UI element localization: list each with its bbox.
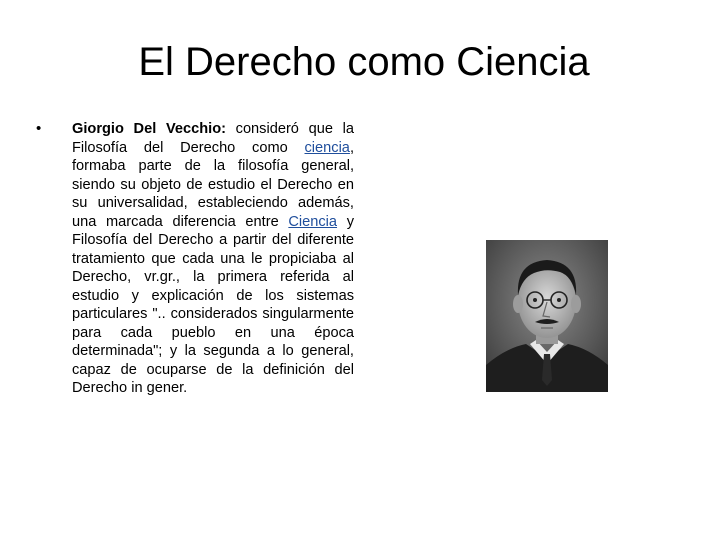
link-ciencia-upper[interactable]: Ciencia xyxy=(288,213,338,230)
portrait-photo xyxy=(486,240,608,392)
paragraph-text-3: y Filosofía del Derecho a partir del diferente tratamiento que cada una le propiciaba al Derecho, vr.gr., la primera referida al estudio y explicación de los sistemas particulares ".. considerados singularmente para cada pueblo en una época determinada"; y la segunda a lo general, capaz de ocuparse de la definición del Derecho in gener. xyxy=(72,213,354,396)
paragraph-text-1: consideró que la Filosofía del Derecho como xyxy=(72,121,354,156)
bullet-marker: • xyxy=(36,120,42,137)
bullet-paragraph xyxy=(72,120,354,398)
portrait-image xyxy=(486,240,608,392)
paragraph-text-2: , formaba parte de la filosofía general, siendo su objeto de estudio el Derecho en su universalidad, estableciendo además, una marcada diferencia entre xyxy=(72,139,354,230)
author-name: Giorgio Del Vecchio: xyxy=(72,121,226,137)
link-ciencia-lower[interactable]: ciencia xyxy=(304,139,350,156)
slide-title: El Derecho como Ciencia xyxy=(138,40,590,84)
